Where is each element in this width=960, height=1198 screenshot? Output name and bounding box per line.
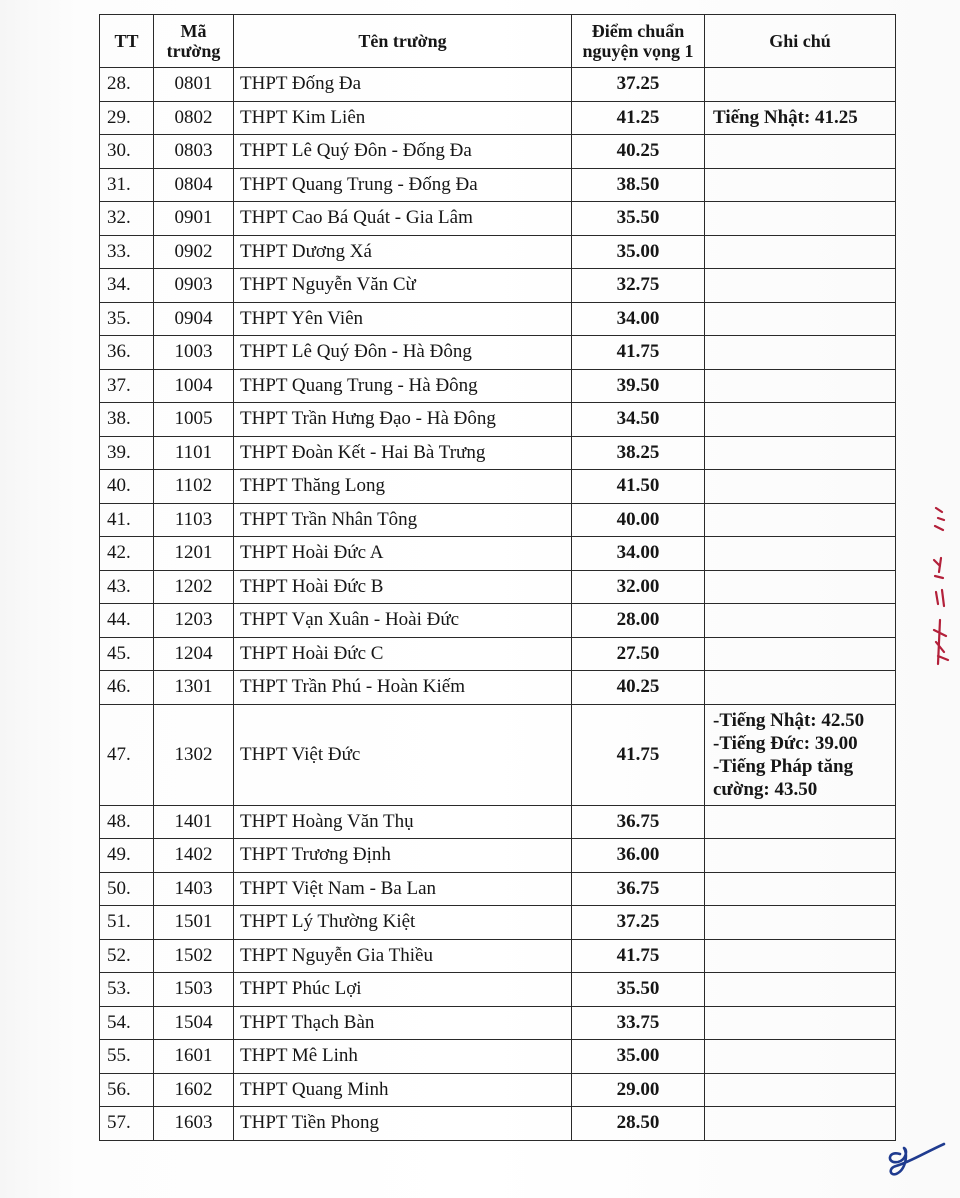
table-row xyxy=(100,336,896,370)
note-cell xyxy=(705,436,896,470)
benchmark-score: 34.00 xyxy=(572,537,705,571)
table-row xyxy=(100,101,896,135)
benchmark-score: 40.00 xyxy=(572,503,705,537)
benchmark-score: 34.00 xyxy=(572,302,705,336)
note-cell xyxy=(705,1107,896,1141)
table-row xyxy=(100,637,896,671)
row-number: 55. xyxy=(100,1040,154,1074)
note-cell xyxy=(705,906,896,940)
note-cell xyxy=(705,336,896,370)
row-number: 50. xyxy=(100,872,154,906)
margin-stamp-mark xyxy=(926,500,960,680)
school-code: 1101 xyxy=(154,436,234,470)
note-cell xyxy=(705,570,896,604)
row-number: 43. xyxy=(100,570,154,604)
benchmark-score: 29.00 xyxy=(572,1073,705,1107)
school-name: THPT Yên Viên xyxy=(234,302,572,336)
table-row xyxy=(100,1040,896,1074)
school-code: 1103 xyxy=(154,503,234,537)
school-code: 1503 xyxy=(154,973,234,1007)
row-number: 48. xyxy=(100,805,154,839)
benchmark-score: 36.00 xyxy=(572,839,705,873)
school-code: 1004 xyxy=(154,369,234,403)
school-name: THPT Thạch Bàn xyxy=(234,1006,572,1040)
header-school-code: Mã trường xyxy=(154,15,234,68)
note-cell xyxy=(705,470,896,504)
row-number: 36. xyxy=(100,336,154,370)
school-name: THPT Trương Định xyxy=(234,839,572,873)
table-row xyxy=(100,269,896,303)
benchmark-score: 32.00 xyxy=(572,570,705,604)
school-code: 0801 xyxy=(154,68,234,102)
school-code: 1005 xyxy=(154,403,234,437)
table-row xyxy=(100,973,896,1007)
note-cell xyxy=(705,872,896,906)
row-number: 47. xyxy=(100,704,154,805)
school-code: 1502 xyxy=(154,939,234,973)
table-row xyxy=(100,604,896,638)
school-code: 1603 xyxy=(154,1107,234,1141)
row-number: 38. xyxy=(100,403,154,437)
school-name: THPT Quang Trung - Đống Đa xyxy=(234,168,572,202)
school-name: THPT Mê Linh xyxy=(234,1040,572,1074)
table-row xyxy=(100,302,896,336)
table-row xyxy=(100,470,896,504)
note-cell xyxy=(705,403,896,437)
note-cell xyxy=(705,973,896,1007)
note-cell xyxy=(705,1040,896,1074)
row-number: 30. xyxy=(100,135,154,169)
signature-mark xyxy=(878,1132,948,1180)
school-code: 0802 xyxy=(154,101,234,135)
row-number: 40. xyxy=(100,470,154,504)
school-name: THPT Hoài Đức C xyxy=(234,637,572,671)
row-number: 52. xyxy=(100,939,154,973)
school-code: 1403 xyxy=(154,872,234,906)
note-cell: -Tiếng Nhật: 42.50 -Tiếng Đức: 39.00 -Tiếng Pháp tăng cường: 43.50 xyxy=(705,704,896,805)
row-number: 37. xyxy=(100,369,154,403)
school-code: 1003 xyxy=(154,336,234,370)
row-number: 44. xyxy=(100,604,154,638)
benchmark-score: 41.75 xyxy=(572,336,705,370)
table-row xyxy=(100,436,896,470)
school-name: THPT Lý Thường Kiệt xyxy=(234,906,572,940)
row-number: 33. xyxy=(100,235,154,269)
school-code: 1301 xyxy=(154,671,234,705)
note-cell xyxy=(705,604,896,638)
table-row xyxy=(100,403,896,437)
table-row xyxy=(100,202,896,236)
benchmark-score: 36.75 xyxy=(572,805,705,839)
benchmark-score: 41.75 xyxy=(572,939,705,973)
row-number: 46. xyxy=(100,671,154,705)
school-code: 1202 xyxy=(154,570,234,604)
note-cell xyxy=(705,202,896,236)
row-number: 42. xyxy=(100,537,154,571)
school-name: THPT Hoài Đức B xyxy=(234,570,572,604)
note-cell xyxy=(705,839,896,873)
row-number: 32. xyxy=(100,202,154,236)
school-code: 1501 xyxy=(154,906,234,940)
row-number: 28. xyxy=(100,68,154,102)
school-code: 0901 xyxy=(154,202,234,236)
note-cell xyxy=(705,671,896,705)
school-code: 0904 xyxy=(154,302,234,336)
table-row xyxy=(100,135,896,169)
benchmark-score: 38.50 xyxy=(572,168,705,202)
header-tt: TT xyxy=(100,15,154,68)
table-row xyxy=(100,872,896,906)
school-name: THPT Quang Trung - Hà Đông xyxy=(234,369,572,403)
note-cell xyxy=(705,1006,896,1040)
school-name: THPT Thăng Long xyxy=(234,470,572,504)
benchmark-score: 36.75 xyxy=(572,872,705,906)
note-cell xyxy=(705,269,896,303)
school-name: THPT Nguyễn Gia Thiều xyxy=(234,939,572,973)
school-code: 1204 xyxy=(154,637,234,671)
school-name: THPT Quang Minh xyxy=(234,1073,572,1107)
row-number: 56. xyxy=(100,1073,154,1107)
school-code: 1601 xyxy=(154,1040,234,1074)
benchmark-score: 41.50 xyxy=(572,470,705,504)
school-code: 1302 xyxy=(154,704,234,805)
benchmark-score: 41.25 xyxy=(572,101,705,135)
row-number: 49. xyxy=(100,839,154,873)
row-number: 29. xyxy=(100,101,154,135)
benchmark-score: 37.25 xyxy=(572,68,705,102)
table-row xyxy=(100,1107,896,1141)
table-header xyxy=(100,15,896,68)
table-body xyxy=(100,68,896,1141)
note-cell xyxy=(705,369,896,403)
header-note: Ghi chú xyxy=(705,15,896,68)
benchmark-score: 35.50 xyxy=(572,202,705,236)
school-code: 1201 xyxy=(154,537,234,571)
school-code: 1402 xyxy=(154,839,234,873)
admission-score-table xyxy=(99,14,896,1141)
note-cell xyxy=(705,637,896,671)
table-row xyxy=(100,1006,896,1040)
school-name: THPT Trần Phú - Hoàn Kiếm xyxy=(234,671,572,705)
benchmark-score: 34.50 xyxy=(572,403,705,437)
benchmark-score: 40.25 xyxy=(572,135,705,169)
benchmark-score: 40.25 xyxy=(572,671,705,705)
school-name: THPT Phúc Lợi xyxy=(234,973,572,1007)
row-number: 35. xyxy=(100,302,154,336)
note-cell xyxy=(705,135,896,169)
benchmark-score: 33.75 xyxy=(572,1006,705,1040)
table-row xyxy=(100,503,896,537)
note-cell xyxy=(705,1073,896,1107)
benchmark-score: 28.00 xyxy=(572,604,705,638)
header-school-name: Tên trường xyxy=(234,15,572,68)
table-row xyxy=(100,235,896,269)
benchmark-score: 39.50 xyxy=(572,369,705,403)
school-code: 0902 xyxy=(154,235,234,269)
benchmark-score: 37.25 xyxy=(572,906,705,940)
school-name: THPT Cao Bá Quát - Gia Lâm xyxy=(234,202,572,236)
school-name: THPT Việt Nam - Ba Lan xyxy=(234,872,572,906)
row-number: 51. xyxy=(100,906,154,940)
table-row xyxy=(100,1073,896,1107)
note-cell xyxy=(705,805,896,839)
note-cell xyxy=(705,68,896,102)
note-cell xyxy=(705,168,896,202)
school-name: THPT Nguyễn Văn Cừ xyxy=(234,269,572,303)
row-number: 41. xyxy=(100,503,154,537)
row-number: 53. xyxy=(100,973,154,1007)
school-code: 1401 xyxy=(154,805,234,839)
school-name: THPT Dương Xá xyxy=(234,235,572,269)
school-name: THPT Tiền Phong xyxy=(234,1107,572,1141)
table-row xyxy=(100,168,896,202)
benchmark-score: 41.75 xyxy=(572,704,705,805)
benchmark-score: 32.75 xyxy=(572,269,705,303)
school-name: THPT Kim Liên xyxy=(234,101,572,135)
benchmark-score: 27.50 xyxy=(572,637,705,671)
school-name: THPT Lê Quý Đôn - Đống Đa xyxy=(234,135,572,169)
row-number: 45. xyxy=(100,637,154,671)
note-cell xyxy=(705,302,896,336)
note-cell xyxy=(705,939,896,973)
school-code: 1102 xyxy=(154,470,234,504)
school-code: 0903 xyxy=(154,269,234,303)
table-row xyxy=(100,369,896,403)
benchmark-score: 35.00 xyxy=(572,235,705,269)
row-number: 34. xyxy=(100,269,154,303)
table-row xyxy=(100,939,896,973)
benchmark-score: 35.00 xyxy=(572,1040,705,1074)
school-code: 1602 xyxy=(154,1073,234,1107)
row-number: 57. xyxy=(100,1107,154,1141)
note-cell xyxy=(705,537,896,571)
benchmark-score: 35.50 xyxy=(572,973,705,1007)
note-cell xyxy=(705,503,896,537)
row-number: 54. xyxy=(100,1006,154,1040)
table-row xyxy=(100,805,896,839)
header-benchmark-score: Điểm chuẩn nguyện vọng 1 xyxy=(572,15,705,68)
benchmark-score: 38.25 xyxy=(572,436,705,470)
table-row xyxy=(100,570,896,604)
table-row xyxy=(100,839,896,873)
table-row xyxy=(100,906,896,940)
table-row xyxy=(100,537,896,571)
school-name: THPT Trần Nhân Tông xyxy=(234,503,572,537)
table-row xyxy=(100,704,896,805)
school-code: 0803 xyxy=(154,135,234,169)
school-code: 1504 xyxy=(154,1006,234,1040)
row-number: 39. xyxy=(100,436,154,470)
note-cell: Tiếng Nhật: 41.25 xyxy=(705,101,896,135)
table-row xyxy=(100,68,896,102)
school-code: 1203 xyxy=(154,604,234,638)
school-name: THPT Việt Đức xyxy=(234,704,572,805)
benchmark-score: 28.50 xyxy=(572,1107,705,1141)
school-name: THPT Đoàn Kết - Hai Bà Trưng xyxy=(234,436,572,470)
school-name: THPT Vạn Xuân - Hoài Đức xyxy=(234,604,572,638)
school-name: THPT Hoài Đức A xyxy=(234,537,572,571)
school-name: THPT Đống Đa xyxy=(234,68,572,102)
row-number: 31. xyxy=(100,168,154,202)
note-cell xyxy=(705,235,896,269)
table-row xyxy=(100,671,896,705)
school-name: THPT Hoàng Văn Thụ xyxy=(234,805,572,839)
school-code: 0804 xyxy=(154,168,234,202)
school-name: THPT Trần Hưng Đạo - Hà Đông xyxy=(234,403,572,437)
school-name: THPT Lê Quý Đôn - Hà Đông xyxy=(234,336,572,370)
